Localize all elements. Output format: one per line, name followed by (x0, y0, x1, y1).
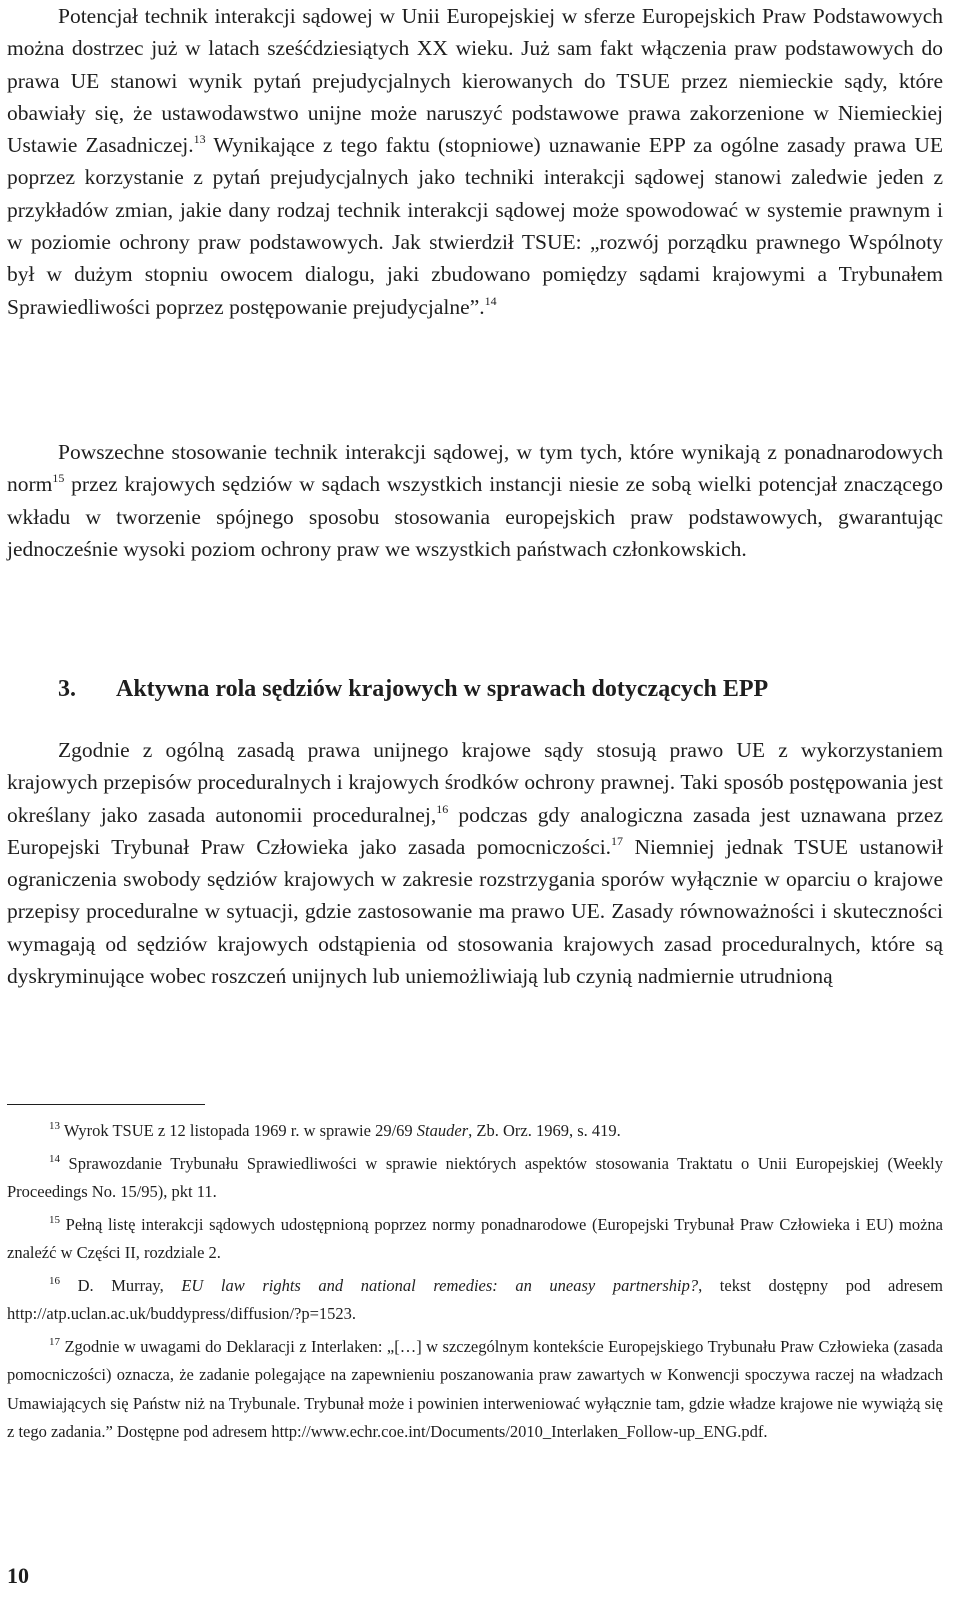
footnote-number: 17 (49, 1335, 60, 1348)
footnote-link[interactable]: , tekst dostępny pod adresem http://atp.uclan.ac.uk/buddypress/diffusion/?p=1523. (7, 1275, 944, 1323)
footnote-text: Pełną listę interakcji sądowych udostępnioną poprzez normy ponadnarodowe (Europejski Trybunał Praw Człowieka i EU) można znaleźć w Części II, rozdziale 2. (7, 1214, 943, 1262)
footnote-14 (7, 1150, 943, 1207)
section-heading (58, 673, 943, 705)
footnote-15 (7, 1211, 943, 1268)
footnote-ref-14[interactable]: 14 (484, 293, 497, 308)
paragraph-text: Niemniej jednak TSUE ustanowił ograniczenia swobody sędziów krajowych w zakresie rozstrzygania sporów wyłącznie w oparciu o krajowe przepisy proceduralne w sytuacji, gdzie zastosowanie ma prawo UE. Zasady równoważności i skuteczności wymagają od sędziów krajowych odstąpienia od stosowania krajowych zasad proceduralnych, które są dyskryminujące wobec roszczeń unijnych lub uniemożliwiają lub czynią nadmiernie utrudnioną (7, 834, 943, 989)
footnote-italic: Stauder (416, 1121, 469, 1140)
footnote-number: 16 (49, 1274, 60, 1287)
paragraph-1 (7, 0, 943, 323)
paragraph-2 (7, 436, 943, 565)
footnote-ref-17[interactable]: 17 (611, 833, 624, 848)
footnote-text: D. Murray, (60, 1275, 182, 1295)
footnote-17 (7, 1333, 943, 1447)
paragraph-text: przez krajowych sędziów w sądach wszystkich instancji niesie ze sobą wielki potencjał znaczącego wkładu w tworzenie spójnego sposobu stosowania europejskich praw podstawowych, gwarantując jednocześnie wysoki poziom ochrony praw we wszystkich państwach członkowskich. (7, 472, 943, 561)
footnote-16 (7, 1272, 943, 1329)
footnote-number: 14 (49, 1152, 60, 1165)
footnote-text: , Zb. Orz. 1969, s. 419. (468, 1121, 621, 1140)
footnote-text: Zgodnie w uwagami do Deklaracji z Interlaken: „[…] w szczególnym kontekście Europejskiego Trybunału Praw Człowieka (zasada pomocniczości) oznacza, że zadanie polegające na zapewnieniu poszanowania praw zawartych w Konwencji spoczywa raczej na władzach Umawiających się Państw niż na Trybunale. Trybunał może i powinien interweniować wyłącznie tam, gdzie władze krajowe nie wywiążą się z tego zadania.” Dostępne pod adresem http://www.echr.coe.int/Documents/2010_Interlaken_Follow-up_ENG.pdf. (7, 1336, 943, 1441)
footnote-13 (7, 1117, 943, 1146)
paragraph-text: Powszechne stosowanie technik interakcji sądowej, w tym tych, które wynikają z ponadnarodowych norm (7, 440, 943, 497)
footnote-ref-16[interactable]: 16 (436, 801, 449, 816)
footnote-ref-15[interactable]: 15 (52, 471, 65, 486)
footnote-number: 13 (49, 1120, 60, 1132)
footnote-text: Wyrok TSUE z 12 listopada 1969 r. w sprawie 29/69 (60, 1121, 417, 1140)
section-number: 3. (58, 676, 76, 702)
paragraph-text: Potencjał technik interakcji sądowej w Unii Europejskiej w sferze Europejskich Praw Podstawowych można dostrzec już w latach sześćdziesiątych XX wieku. Już sam fakt włączenia praw podstawowych do prawa UE stanowi wynik pytań prejudycjalnych kierowanych do TSUE przez niemieckie sądy, które obawiały się, że ustawodawstwo unijne może naruszyć podstawowe prawa zakorzenione w Niemieckiej Ustawie Zasadniczej. (7, 4, 943, 158)
footnotes (7, 1117, 943, 1451)
paragraph-text: Zgodnie z ogólną zasadą prawa unijnego krajowe sądy stosują prawo UE z wykorzystaniem krajowych przepisów proceduralnych i krajowych środków ochrony prawnej. Taki sposób postępowania jest określany jako zasada autonomii proceduralnej, (7, 738, 943, 827)
page-number: 10 (7, 1563, 29, 1588)
paragraph-3 (7, 734, 943, 992)
footnote-number: 15 (49, 1213, 60, 1226)
footnote-italic: EU law rights and national remedies: an uneasy partnership? (181, 1275, 699, 1295)
paragraph-text: podczas gdy analogiczna zasada jest uznawana przez Europejski Trybunał Praw Człowieka jako zasada pomocniczości. (7, 802, 943, 859)
section-title: Aktywna rola sędziów krajowych w sprawach dotyczących EPP (116, 676, 769, 702)
paragraph-text: Wynikające z tego faktu (stopniowe) uznawanie EPP za ogólne zasady prawa UE poprzez korzystanie z pytań prejudycjalnych jako techniki interakcji sądowej stanowi zaledwie jeden z przykładów zmian, jakie dany rodzaj technik interakcji sądowej może spowodować w systemie prawnym i w poziomie ochrony praw podstawowych. Jak stwierdził TSUE: „rozwój porządku prawnego Wspólnoty był w dużym stopniu owocem dialogu, jaki zbudowano pomiędzy sądami krajowymi a Trybunałem Sprawiedliwości poprzez postępowanie prejudycjalne”. (7, 133, 943, 319)
footnote-text: Sprawozdanie Trybunału Sprawiedliwości w sprawie niektórych aspektów stosowania Traktatu o Unii Europejskiej (Weekly Proceedings No. 15/95), pkt 11. (7, 1153, 943, 1201)
footnote-divider (7, 1104, 205, 1105)
footnote-ref-13[interactable]: 13 (193, 132, 206, 147)
